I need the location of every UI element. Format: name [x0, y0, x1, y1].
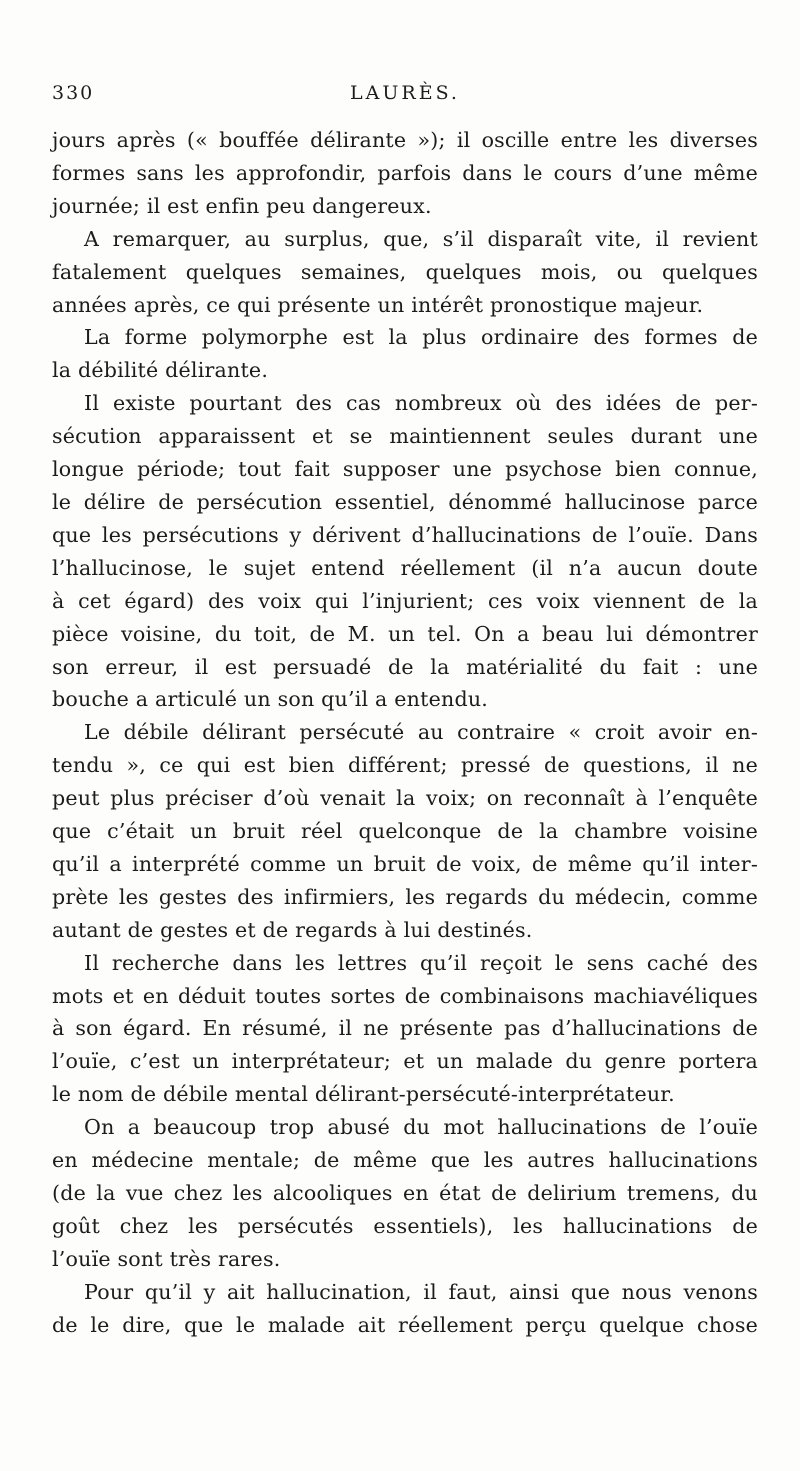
text-line: (de la vue chez les alcooliques en état de delirium tremens, du [52, 1181, 758, 1205]
text-line: peut plus préciser d’où venait la voix; on reconnaît à l’enquête [52, 786, 758, 811]
text-line: tendu », ce qui est bien différent; pressé de questions, il ne [52, 753, 758, 778]
text-line: A remarquer, au surplus, que, s’il disparaît vite, il revient [84, 226, 758, 251]
text-line: On a beaucoup trop abusé du mot hallucinations de l’ouïe [84, 1115, 758, 1140]
text-line: autant de gestes et de regards à lui destinés. [52, 917, 533, 942]
text-line: la débilité délirante. [52, 358, 269, 383]
paragraph [52, 387, 758, 716]
paragraph [52, 1111, 758, 1276]
text-line: mots et en déduit toutes sortes de combinaisons machiavéliques [52, 983, 758, 1008]
running-head: LAURÈS. [350, 82, 460, 104]
text-line: jours après (« bouffée délirante »); il oscille entre les diverses [52, 128, 758, 152]
text-line: à cet égard) des voix qui l’injurient; ces voix viennent de la [52, 588, 758, 613]
text-line: son erreur, il est persuadé de la matérialité du fait : une [52, 654, 758, 679]
paragraph [52, 947, 758, 1112]
text-line: le nom de débile mental délirant-persécuté-interprétateur. [52, 1082, 675, 1107]
text-line: sécution apparaissent et se maintiennent seules durant une [52, 424, 758, 449]
text-line: fatalement quelques semaines, quelques mois, ou quelques [52, 259, 758, 284]
page-number: 330 [52, 82, 95, 104]
text-line: années après, ce qui présente un intérêt pronostique majeur. [52, 292, 704, 317]
paragraph [52, 321, 758, 387]
text-line: à son égard. En résumé, il ne présente pas d’hallucinations de [52, 1016, 758, 1041]
text-line: bouche a articulé un son qu’il a entendu. [52, 687, 489, 712]
text-line: l’ouïe sont très rares. [52, 1246, 281, 1271]
text-line: l’hallucinose, le sujet entend réellement (il n’a aucun doute [52, 555, 758, 580]
text-line: que les persécutions y dérivent d’hallucinations de l’ouïe. Dans [52, 522, 758, 547]
text-line: goût chez les persécutés essentiels), les hallucinations de [52, 1213, 758, 1238]
text-line: de le dire, que le malade ait réellement perçu quelque chose [52, 1312, 758, 1337]
text-line: Il recherche dans les lettres qu’il reçoit le sens caché des [84, 950, 758, 975]
paragraph [52, 124, 758, 223]
text-line: longue période; tout fait supposer une psychose bien connue, [52, 457, 758, 482]
text-line: Il existe pourtant des cas nombreux où des idées de per- [84, 391, 758, 416]
text-line: le délire de persécution essentiel, dénommé hallucinose parce [52, 489, 758, 514]
text-line: que c’était un bruit réel quelconque de la chambre voisine [52, 819, 758, 844]
text-line: formes sans les approfondir, parfois dans le cours d’une même [52, 160, 758, 185]
paragraph [52, 1276, 758, 1342]
paragraph [52, 716, 758, 946]
text-line: journée; il est enfin peu dangereux. [52, 193, 432, 218]
text-line: La forme polymorphe est la plus ordinaire des formes de [84, 325, 758, 350]
text-line: l’ouïe, c’est un interprétateur; et un malade du genre portera [52, 1049, 758, 1074]
page-body-text [52, 124, 758, 1342]
text-line: en médecine mentale; de même que les autres hallucinations [52, 1148, 758, 1173]
text-line: Pour qu’il y ait hallucination, il faut, ainsi que nous venons [84, 1279, 758, 1304]
text-line: qu’il a interprété comme un bruit de voix, de même qu’il inter- [52, 851, 758, 876]
paragraph [52, 223, 758, 322]
text-line: prète les gestes des infirmiers, les regards du médecin, comme [52, 884, 758, 909]
text-line: Le débile délirant persécuté au contraire « croit avoir en- [84, 720, 758, 745]
page-header [52, 82, 758, 114]
text-line: pièce voisine, du toit, de M. un tel. On a beau lui démontrer [52, 621, 758, 646]
